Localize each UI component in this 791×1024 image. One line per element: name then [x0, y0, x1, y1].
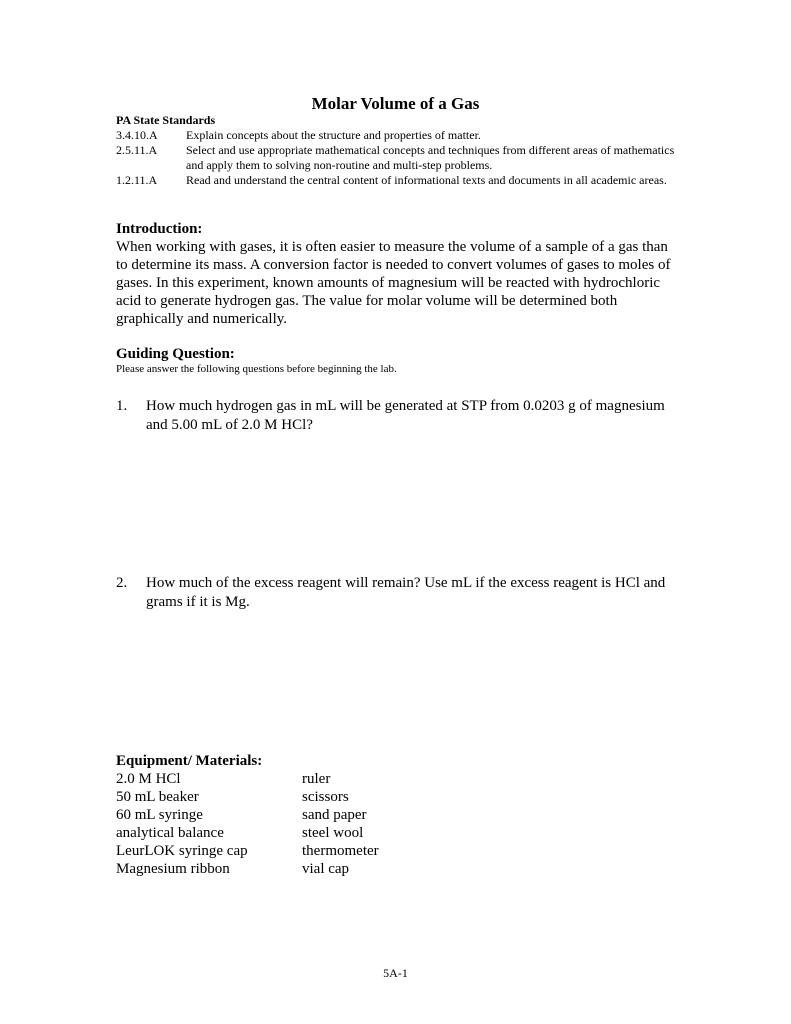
standard-text: Read and understand the central content of informational texts and documents in all academic areas. — [186, 173, 667, 187]
material-item: vial cap — [302, 861, 350, 877]
guiding-question-heading: Guiding Question: — [116, 346, 235, 362]
material-item: ruler — [302, 771, 331, 787]
standards-heading: PA State Standards — [116, 113, 216, 127]
question-item — [116, 397, 676, 435]
materials-list-left — [116, 770, 248, 878]
introduction-text: When working with gases, it is often easier to measure the volume of a sample of a gas than to determine its mass. A conversion factor is needed to convert volumes of gases to moles of gases. In this experiment, known amounts of magnesium will be reacted with hydrochloric acid to generate hydrogen gas. The value for molar volume will be determined both graphically and numerically. — [116, 239, 671, 327]
question-number: 1. — [116, 398, 128, 414]
question-text: How much hydrogen gas in mL will be generated at STP from 0.0203 g of magnesium and 5.00 mL of 2.0 M HCl? — [146, 398, 665, 433]
material-item: LeurLOK syringe cap — [116, 843, 248, 859]
guiding-instruction: Please answer the following questions before beginning the lab. — [116, 363, 397, 375]
standard-item — [116, 143, 686, 173]
question-number: 2. — [116, 575, 128, 591]
materials-heading: Equipment/ Materials: — [116, 753, 263, 769]
material-item: thermometer — [302, 843, 379, 859]
material-item: Magnesium ribbon — [116, 861, 230, 877]
standard-code: 2.5.11.A — [116, 143, 158, 157]
material-item: 60 mL syringe — [116, 807, 203, 823]
standard-code: 1.2.11.A — [116, 173, 158, 187]
standard-code: 3.4.10.A — [116, 128, 158, 142]
standard-item — [116, 173, 686, 188]
page-number: 5A-1 — [383, 966, 408, 980]
standard-text: Explain concepts about the structure and properties of matter. — [186, 128, 481, 142]
page-title: Molar Volume of a Gas — [311, 94, 480, 113]
introduction-heading: Introduction: — [116, 221, 203, 237]
question-text: How much of the excess reagent will remain? Use mL if the excess reagent is HCl and grams if it is Mg. — [146, 575, 666, 610]
material-item: sand paper — [302, 807, 367, 823]
standard-text: Select and use appropriate mathematical concepts and techniques from different areas of mathematics and apply them to solving non-routine and multi-step problems. — [186, 143, 675, 172]
material-item: 2.0 M HCl — [116, 771, 181, 787]
question-item — [116, 574, 676, 612]
materials-list-right — [302, 770, 379, 878]
standard-item — [116, 128, 686, 143]
material-item: analytical balance — [116, 825, 224, 841]
material-item: 50 mL beaker — [116, 789, 199, 805]
material-item: steel wool — [302, 825, 364, 841]
material-item: scissors — [302, 789, 349, 805]
